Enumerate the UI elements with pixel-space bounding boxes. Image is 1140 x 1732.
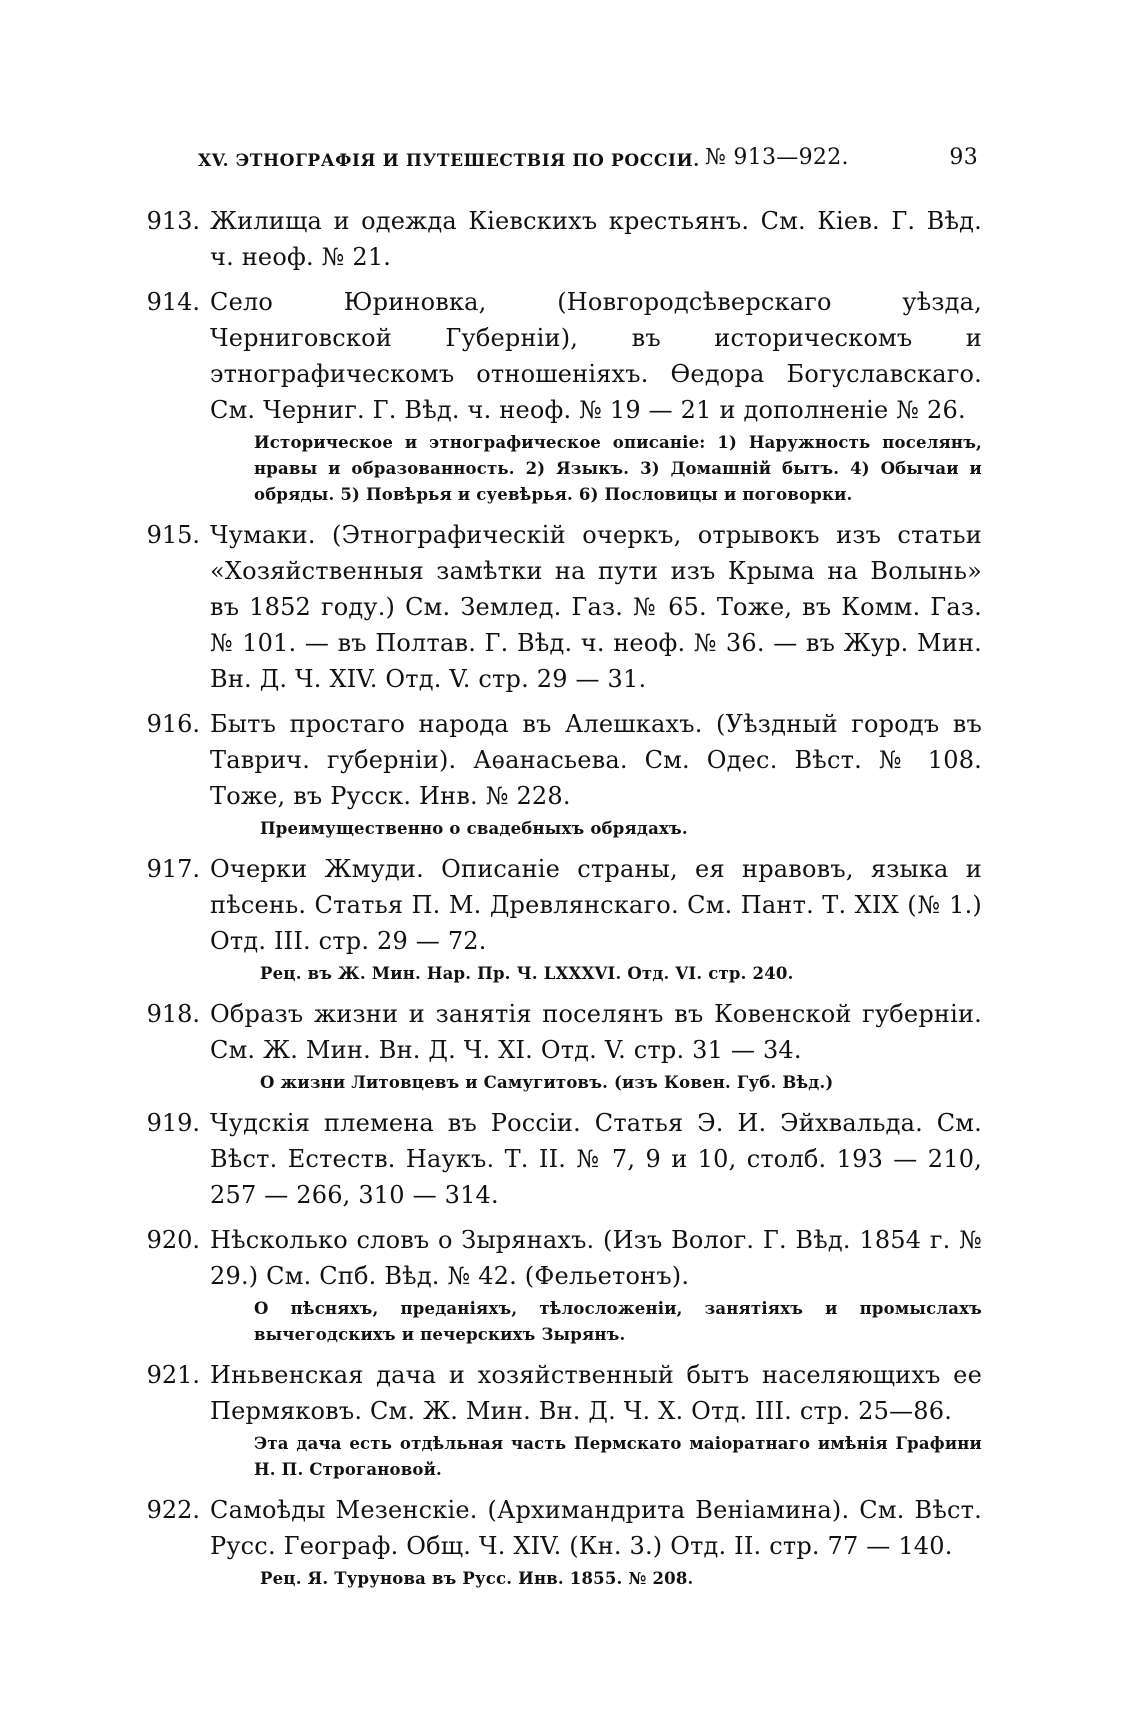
entry-text: Иньвенская дача и хозяйственный бытъ населяющихъ ее Пермяковъ. См. Ж. Мин. Вн. Д. Ч. X. Отд. III. стр. 25—86. [210, 1361, 982, 1425]
entry-text: Жилища и одежда Кіевскихъ крестьянъ. См. Кіев. Г. Вѣд. ч. неоф. № 21. [210, 207, 982, 271]
header-entry-range: № 913—922. [705, 145, 849, 170]
entry-text: Нѣсколько словъ о Зырянахъ. (Изъ Волог. Г. Вѣд. 1854 г. № 29.) См. Спб. Вѣд. № 42. (Фельетонъ). [210, 1226, 982, 1290]
entry-922 [142, 1492, 982, 1592]
entry-note: Эта дача есть отдѣльная часть Пермскато маіоратнаго имѣнія Графини Н. П. Строгановой. [254, 1434, 982, 1479]
entry-note: Рец. Я. Турунова въ Русс. Инв. 1855. № 208. [260, 1569, 694, 1588]
entry-text: Самоѣды Мезенскіе. (Архимандрита Веніамина). См. Вѣст. Русс. Географ. Общ. Ч. XIV. (Кн. 3.) Отд. II. стр. 77 — 140. [210, 1496, 982, 1560]
header-title: XV. ЭТНОГРАФІЯ И ПУТЕШЕСТВІЯ ПО РОССІИ. [198, 151, 700, 171]
entry-number: 921. [146, 1361, 200, 1389]
entry-note: Преимущественно о свадебныхъ обрядахъ. [260, 819, 688, 838]
entry-note: Рец. въ Ж. Мин. Нар. Пр. Ч. LXXXVI. Отд. VI. стр. 240. [260, 964, 794, 983]
entry-number: 916. [146, 710, 200, 738]
entry-number: 915. [146, 521, 200, 549]
entry-text: Чумаки. (Этнографическій очеркъ, отрывокъ изъ статьи «Хозяйственныя замѣтки на пути изъ Крыма на Волынь» въ 1852 году.) См. Землед. Газ. № 65. Тоже, въ Комм. Газ. № 101. — въ Полтав. Г. Вѣд. ч. неоф. № 36. — въ Жур. Мин. Вн. Д. Ч. XIV. Отд. V. стр. 29 — 31. [210, 521, 982, 693]
entry-918 [142, 996, 982, 1096]
entry-913 [142, 203, 982, 275]
entry-921 [142, 1357, 982, 1483]
entry-917 [142, 851, 982, 987]
entry-number: 918. [146, 1000, 200, 1028]
entry-919 [142, 1105, 982, 1213]
bibliography-list [142, 203, 982, 1601]
entry-914 [142, 284, 982, 508]
entry-text: Очерки Жмуди. Описаніе страны, ея нравовъ, языка и пѣсень. Статья П. М. Древлянскаго. См. Пант. Т. XIX (№ 1.) Отд. III. стр. 29 — 72. [210, 855, 982, 955]
entry-920 [142, 1222, 982, 1348]
page-number: 93 [949, 145, 978, 170]
entry-text: Чудскія племена въ Россіи. Статья Э. И. Эйхвальда. См. Вѣст. Естеств. Наукъ. Т. II. № 7, 9 и 10, столб. 193 — 210, 257 — 266, 310 — 314. [210, 1109, 982, 1209]
entry-number: 917. [146, 855, 200, 883]
entry-915 [142, 517, 982, 697]
entry-916 [142, 706, 982, 842]
entry-number: 914. [146, 288, 200, 316]
entry-text: Бытъ простаго народа въ Алешкахъ. (Уѣздный городъ въ Таврич. губерніи). Аѳанасьева. См. Одес. Вѣст. № 108. Тоже, въ Русск. Инв. № 228. [210, 710, 982, 810]
entry-text: Село Юриновка, (Новгородсѣверскаго уѣзда, Черниговской Губерніи), въ историческомъ и этнографическомъ отношеніяхъ. Өедора Богуславскаго. См. Черниг. Г. Вѣд. ч. неоф. № 19 — 21 и дополненіе № 26. [210, 288, 982, 424]
entry-number: 913. [146, 207, 200, 235]
entry-note: Историческое и этнографическое описаніе: 1) Наружность поселянъ, нравы и образованность. 2) Языкъ. 3) Домашній бытъ. 4) Обычаи и обряды. 5) Повѣрья и суевѣрья. 6) Пословицы и поговорки. [254, 433, 982, 504]
running-header [198, 143, 978, 183]
entry-text: Образъ жизни и занятія поселянъ въ Ковенской губерніи. См. Ж. Мин. Вн. Д. Ч. XI. Отд. V. стр. 31 — 34. [210, 1000, 982, 1064]
entry-number: 922. [146, 1496, 200, 1524]
entry-note: О пѣсняхъ, преданіяхъ, тѣлосложеніи, занятіяхъ и промыслахъ вычегодскихъ и печерскихъ Зырянъ. [254, 1299, 982, 1344]
entry-note: О жизни Литовцевъ и Самугитовъ. (изъ Ковен. Губ. Вѣд.) [260, 1073, 834, 1092]
entry-number: 920. [146, 1226, 200, 1254]
entry-number: 919. [146, 1109, 200, 1137]
